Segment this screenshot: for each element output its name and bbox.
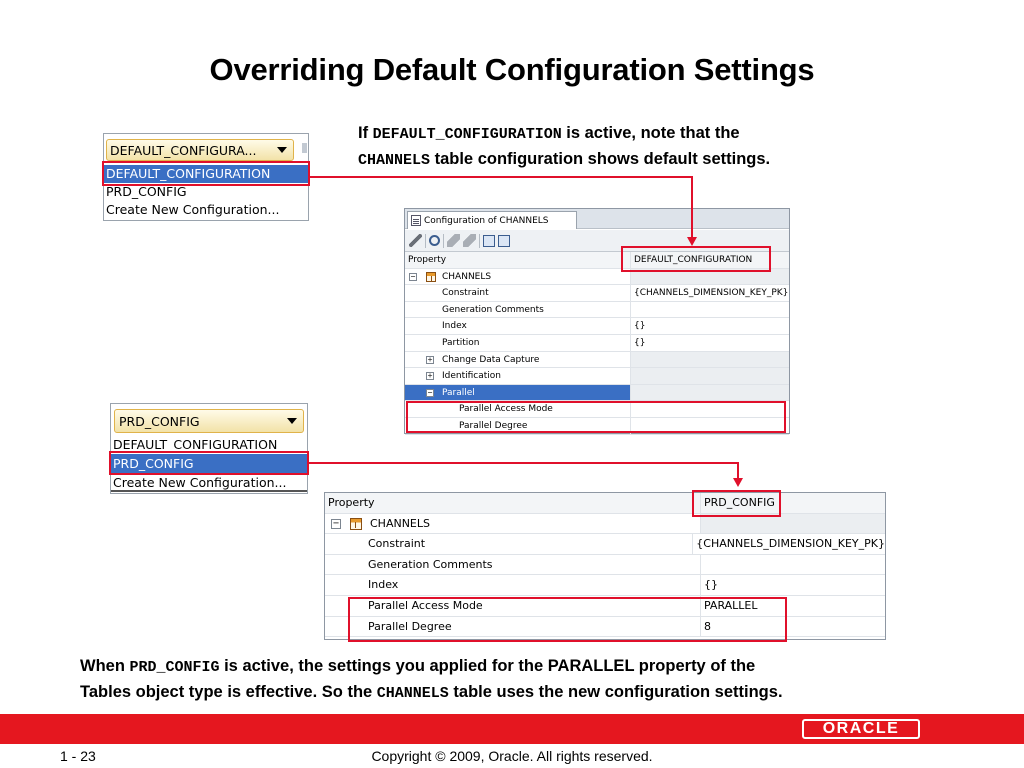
row-value xyxy=(631,385,789,401)
callout-box-default-parallel xyxy=(406,401,786,433)
callout-connector xyxy=(310,176,692,178)
row-label: Parallel Access Mode xyxy=(368,598,483,612)
option-prd-config[interactable]: PRD_CONFIG xyxy=(106,184,187,199)
option-default-configuration[interactable]: DEFAULT_CONFIGURATION xyxy=(113,437,278,452)
row-label: Generation Comments xyxy=(442,304,544,315)
option-create-new-configuration[interactable]: Create New Configuration... xyxy=(111,473,307,492)
table-row[interactable] xyxy=(405,318,789,335)
combobox-value: PRD_CONFIG xyxy=(119,413,200,429)
grip-icon xyxy=(302,143,307,153)
table-row[interactable] xyxy=(325,514,885,535)
note-bottom-text-2: is active, the settings you applied for the PARALLEL property of the xyxy=(219,657,756,675)
row-label: Constraint xyxy=(442,288,489,299)
chevron-down-icon[interactable] xyxy=(277,147,287,153)
callout-box-default-header xyxy=(621,246,771,272)
table-row[interactable] xyxy=(325,534,885,555)
row-value: 8 xyxy=(704,619,711,633)
collapse-icon[interactable]: − xyxy=(332,517,340,529)
row-value: {} xyxy=(634,321,646,332)
row-label: Parallel xyxy=(442,387,475,398)
table-row[interactable] xyxy=(405,302,789,319)
row-value: {} xyxy=(704,578,718,592)
copyright-text: Copyright © 2009, Oracle. All rights reserved. xyxy=(371,748,653,764)
callout-connector xyxy=(309,462,739,464)
note-bottom-code-1: PRD_CONFIG xyxy=(129,659,220,676)
slide-title: Overriding Default Configuration Settings xyxy=(209,52,815,87)
option-prd-config[interactable]: PRD_CONFIG xyxy=(111,454,307,473)
row-label: Parallel Degree xyxy=(368,619,452,633)
note-top-code-2: CHANNELS xyxy=(358,152,431,169)
collapse-icon[interactable]: − xyxy=(410,271,416,281)
row-value xyxy=(631,352,789,368)
collapse-icon[interactable]: − xyxy=(427,387,433,397)
row-label: CHANNELS xyxy=(370,516,430,530)
config-combobox[interactable] xyxy=(114,409,304,433)
toolbar-separator xyxy=(479,234,480,248)
table-row[interactable] xyxy=(325,555,885,576)
row-label: Identification xyxy=(442,371,502,382)
header-property: Property xyxy=(325,493,701,513)
option-create-new-configuration[interactable]: Create New Configuration... xyxy=(106,202,280,217)
pencil-icon[interactable] xyxy=(447,234,460,247)
row-value: {CHANNELS_DIMENSION_KEY_PK} xyxy=(634,288,789,299)
note-top-code-1: DEFAULT_CONFIGURATION xyxy=(372,126,562,143)
note-top-text-3: table configuration shows default settings. xyxy=(430,150,771,168)
row-label: Partition xyxy=(442,337,480,348)
row-label: Parallel Degree xyxy=(459,420,528,431)
header-value: PRD_CONFIG xyxy=(704,496,775,509)
wrench-icon[interactable] xyxy=(409,234,422,247)
table-icon xyxy=(350,518,362,530)
note-bottom-code-2: CHANNELS xyxy=(376,685,449,702)
table-row[interactable] xyxy=(405,285,789,302)
row-label: Constraint xyxy=(368,537,426,551)
row-value xyxy=(701,555,885,575)
footer-bar xyxy=(0,714,1024,744)
table-row[interactable] xyxy=(405,385,789,402)
note-top-text-2: is active, note that the xyxy=(561,124,740,142)
note-bottom-text-1: When xyxy=(80,657,130,675)
collapse-all-icon[interactable] xyxy=(498,235,510,247)
row-label: Index xyxy=(368,578,399,592)
combobox-value: DEFAULT_CONFIGURA... xyxy=(110,142,257,158)
find-icon[interactable] xyxy=(429,235,440,246)
row-label: Change Data Capture xyxy=(442,354,540,365)
table-row[interactable] xyxy=(405,335,789,352)
row-label: Generation Comments xyxy=(368,557,493,571)
row-value: {CHANNELS_DIMENSION_KEY_PK} xyxy=(696,537,885,551)
arrow-head-icon xyxy=(733,478,743,487)
table-icon xyxy=(426,272,436,282)
tab-label: Configuration of CHANNELS xyxy=(424,215,549,226)
option-default-configuration[interactable]: DEFAULT_CONFIGURATION xyxy=(104,165,308,183)
row-value: PARALLEL xyxy=(704,598,758,612)
grid-header xyxy=(325,493,885,514)
tab-configuration-of-channels[interactable] xyxy=(407,211,577,229)
page-number: 1 - 23 xyxy=(60,748,96,764)
callout-box-prd-header xyxy=(692,490,781,517)
header-value: DEFAULT_CONFIGURATION xyxy=(634,255,753,265)
oracle-logo: ORACLE xyxy=(802,719,920,739)
expand-all-icon[interactable] xyxy=(483,235,495,247)
note-bottom xyxy=(80,654,960,706)
callout-box-prd-parallel xyxy=(348,597,787,642)
eraser-icon[interactable] xyxy=(463,234,476,247)
table-row[interactable] xyxy=(405,368,789,385)
row-value xyxy=(631,302,789,318)
config-combobox[interactable] xyxy=(106,139,294,161)
callout-box-prd-option xyxy=(109,451,309,475)
callout-connector xyxy=(691,176,693,238)
note-bottom-text-4: table uses the new configuration settings. xyxy=(448,683,783,701)
note-top xyxy=(358,121,878,173)
toolbar-separator xyxy=(425,234,426,248)
config-dropdown-prd xyxy=(110,403,308,494)
expand-icon[interactable]: + xyxy=(427,354,433,364)
note-bottom-text-3: Tables object type is effective. So the xyxy=(80,683,377,701)
doc-icon xyxy=(411,215,421,226)
tab-strip xyxy=(405,209,789,229)
arrow-head-icon xyxy=(687,237,697,246)
toolbar-separator xyxy=(443,234,444,248)
callout-connector xyxy=(737,462,739,479)
chevron-down-icon[interactable] xyxy=(287,418,297,424)
header-property: Property xyxy=(405,252,631,268)
row-label: Parallel Access Mode xyxy=(459,404,553,415)
table-row[interactable] xyxy=(405,352,789,369)
table-row[interactable] xyxy=(325,575,885,596)
callout-box-default-option xyxy=(102,161,310,186)
note-top-text-1: If xyxy=(358,124,373,142)
row-value xyxy=(631,368,789,384)
row-label: CHANNELS xyxy=(442,271,492,282)
row-value: {} xyxy=(634,337,646,348)
expand-icon[interactable]: + xyxy=(427,371,433,381)
row-label: Index xyxy=(442,321,467,332)
